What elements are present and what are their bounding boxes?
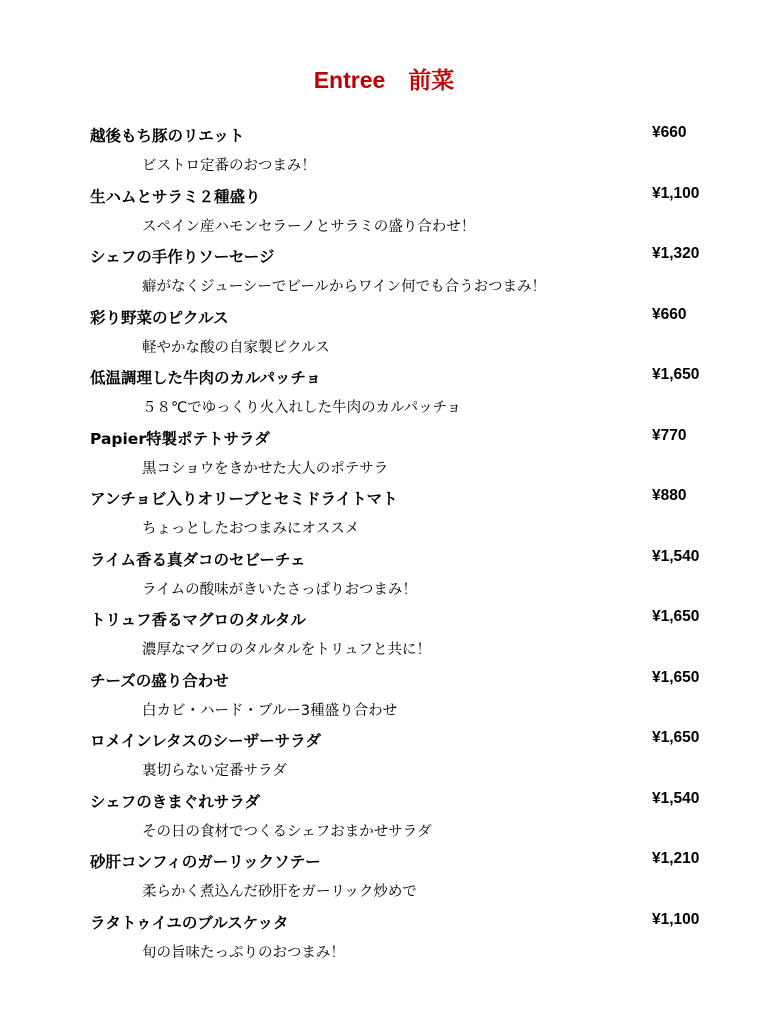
menu-item (0, 243, 768, 304)
item-price: ¥880 (652, 487, 687, 504)
item-description: ビストロ定番のおつまみ！ (142, 158, 316, 174)
item-description: ちょっとしたおつまみにオススメ (142, 521, 360, 537)
item-name: トリュフ香るマグロのタルタル (90, 611, 306, 629)
item-price: ¥1,100 (652, 910, 700, 928)
item-price: ¥660 (652, 124, 687, 141)
menu-item (0, 485, 768, 546)
page-title: Entree 前菜 (313, 67, 455, 93)
item-name: 低温調理した牛肉のカルパッチョ (90, 369, 321, 387)
item-description: 軽やかな酸の自家製ピクルス (142, 339, 330, 356)
item-description: その日の食材でつくるシェフおまかせサラダ (142, 823, 432, 840)
item-description: 旬の旨味たっぷりのおつまみ！ (142, 944, 345, 961)
item-description: 柔らかく煮込んだ砂肝をガーリック炒めで (142, 884, 417, 900)
item-name: シェフのきまぐれサラダ (90, 792, 261, 811)
item-price: ¥770 (652, 426, 687, 444)
item-name: 越後もち豚のリエット (90, 127, 245, 145)
item-name: 彩り野菜のピクルス (90, 308, 229, 327)
item-price: ¥1,210 (652, 850, 700, 867)
item-description: ５８℃でゆっくり火入れした牛肉のカルパッチョ (142, 400, 462, 416)
item-description: スペイン産ハモンセラーノとサラミの盛り合わせ！ (142, 218, 476, 235)
item-price: ¥1,540 (652, 547, 700, 565)
item-description: 白カビ・ハード・ブルー3種盛り合わせ (142, 702, 398, 719)
item-price: ¥1,540 (652, 789, 700, 807)
item-price: ¥1,650 (652, 729, 700, 746)
item-price: ¥660 (652, 305, 687, 323)
item-price: ¥1,650 (652, 668, 700, 686)
item-price: ¥1,100 (652, 184, 700, 202)
menu-item (0, 848, 768, 909)
item-description: 濃厚なマグロのタルタルをトリュフと共に！ (142, 642, 431, 658)
menu-item (0, 546, 768, 607)
item-description: 癖がなくジューシーでビールからワイン何でも合うおつまみ！ (142, 279, 546, 295)
item-name: シェフの手作りソーセージ (90, 248, 275, 266)
item-name: 砂肝コンフィのガーリックソテー (90, 853, 321, 871)
item-description: ライムの酸味がきいたさっぱりおつまみ！ (142, 581, 417, 598)
menu-item (0, 667, 768, 728)
menu-item (0, 122, 768, 183)
menu-item (0, 183, 768, 244)
item-name: Papier特製ポテトサラダ (90, 429, 270, 448)
item-description: 黒コショウをきかせた大人のポテサラ (142, 460, 389, 477)
item-description: 裏切らない定番サラダ (142, 763, 287, 779)
item-name: アンチョビ入りオリーブとセミドライトマト (90, 490, 398, 508)
item-price: ¥1,650 (652, 366, 700, 383)
menu-item (0, 909, 768, 970)
item-name: 生ハムとサラミ２種盛り (90, 187, 261, 206)
item-name: チーズの盛り合わせ (90, 671, 229, 690)
menu-item (0, 304, 768, 365)
item-name: ライム香る真ダコのセビーチェ (90, 550, 306, 569)
menu-list (0, 122, 768, 969)
item-price: ¥1,320 (652, 245, 700, 262)
menu-item (0, 364, 768, 425)
menu-item (0, 606, 768, 667)
menu-item (0, 425, 768, 486)
menu-item (0, 727, 768, 788)
item-price: ¥1,650 (652, 608, 700, 625)
item-name: ロメインレタスのシーザーサラダ (90, 732, 322, 750)
item-name: ラタトゥイユのブルスケッタ (90, 913, 289, 932)
menu-item (0, 788, 768, 849)
